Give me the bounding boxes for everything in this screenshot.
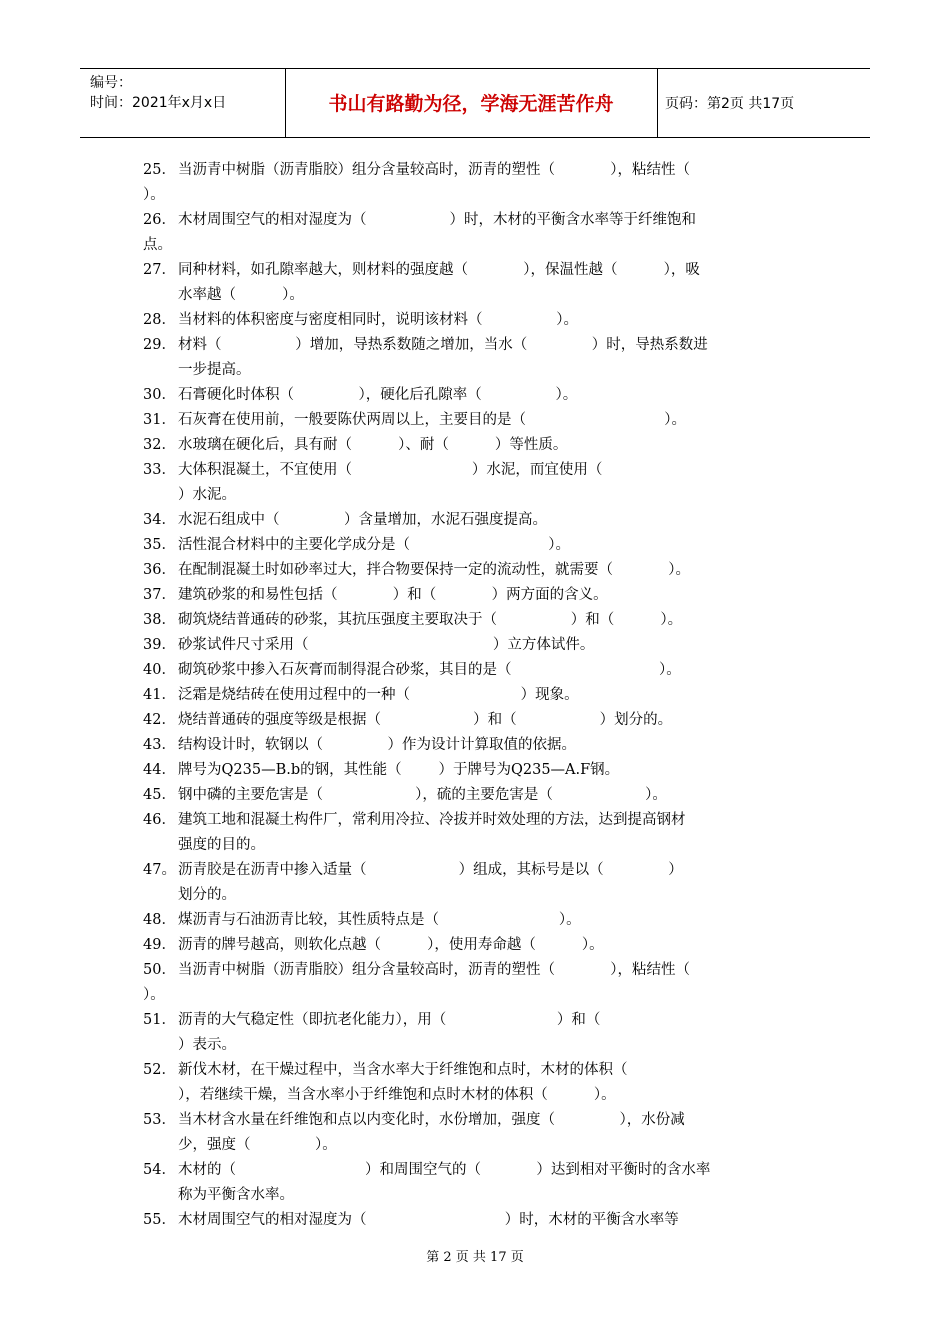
question-number: 49． [143, 937, 176, 953]
question-text: 当沥青中树脂（沥青脂胶）组分含量较高时，沥青的塑性（ ），粘结性（ [178, 162, 691, 178]
question-number: 35． [143, 537, 176, 553]
question-line [143, 333, 783, 358]
question-line [143, 808, 783, 833]
question-number: 45． [143, 787, 176, 803]
question-item [143, 383, 783, 408]
question-line [143, 708, 783, 733]
question-line [143, 958, 783, 983]
question-number: 52． [143, 1062, 176, 1078]
question-number: 48． [143, 912, 176, 928]
question-item [143, 783, 783, 808]
question-text: 石膏硬化时体积（ ），硬化后孔隙率（ ）。 [178, 387, 578, 403]
question-continuation: 点。 [143, 237, 172, 253]
question-line [143, 733, 783, 758]
question-text: 新伐木材，在干燥过程中，当含水率大于纤维饱和点时，木材的体积（ [178, 1062, 628, 1078]
question-number: 31． [143, 412, 176, 428]
question-line [143, 758, 783, 783]
question-line [143, 383, 783, 408]
question-line [143, 408, 783, 433]
question-item [143, 658, 783, 683]
question-text: 烧结普通砖的强度等级是根据（ ）和（ ）划分的。 [178, 712, 673, 728]
question-item [143, 683, 783, 708]
question-continuation: 水率越（ ）。 [178, 287, 304, 303]
question-continuation: 划分的。 [178, 887, 236, 903]
question-item [143, 308, 783, 333]
header-motto: 书山有路勤为径，学海无涯苦作舟 [328, 93, 614, 115]
question-text: 砌筑烧结普通砖的砂浆，其抗压强度主要取决于（ ）和（ ）。 [178, 612, 683, 628]
question-text: 煤沥青与石油沥青比较，其性质特点是（ ）。 [178, 912, 581, 928]
question-text: 牌号为Q235—B.b的钢，其性能（ ）于牌号为Q235—A.F钢。 [178, 762, 620, 778]
question-line [143, 1108, 783, 1133]
page-footer: 第 2 页 共 17 页 [426, 1250, 524, 1265]
question-line [143, 583, 783, 608]
question-item [143, 1058, 783, 1108]
question-number: 42． [143, 712, 176, 728]
question-item [143, 633, 783, 658]
question-text: 木材的（ ）和周围空气的（ ）达到相对平衡时的含水率 [178, 1162, 711, 1178]
question-item [143, 808, 783, 858]
question-line [143, 858, 783, 883]
question-text: 钢中磷的主要危害是（ ），硫的主要危害是（ ）。 [178, 787, 667, 803]
question-number: 47。 [143, 862, 176, 878]
question-number: 41． [143, 687, 176, 703]
question-item [143, 908, 783, 933]
question-number: 26． [143, 212, 176, 228]
question-text: 木材周围空气的相对湿度为（ ）时，木材的平衡含水率等 [178, 1212, 679, 1228]
question-line [143, 683, 783, 708]
question-item [143, 1158, 783, 1208]
question-line [143, 258, 783, 283]
question-text: 在配制混凝土时如砂率过大，拌合物要保持一定的流动性，就需要（ ）。 [178, 562, 691, 578]
question-line [143, 658, 783, 683]
question-text: 同种材料，如孔隙率越大，则材料的强度越（ ），保温性越（ ），吸 [178, 262, 700, 278]
question-line [143, 908, 783, 933]
question-text: 活性混合材料中的主要化学成分是（ ）。 [178, 537, 571, 553]
question-item [143, 333, 783, 383]
question-continuation: 强度的目的。 [178, 837, 265, 853]
question-list [143, 158, 783, 1233]
question-text: 石灰膏在使用前，一般要陈伏两周以上，主要目的是（ ）。 [178, 412, 687, 428]
header-page-info: 页码：第2页 共17页 [665, 96, 795, 112]
question-number: 55． [143, 1212, 176, 1228]
question-item [143, 533, 783, 558]
question-number: 39． [143, 637, 176, 653]
question-text: 建筑砂浆的和易性包括（ ）和（ ）两方面的含义。 [178, 587, 608, 603]
question-item [143, 1108, 783, 1158]
question-number: 44． [143, 762, 176, 778]
question-line [143, 158, 783, 183]
question-text: 沥青胶是在沥青中掺入适量（ ）组成，其标号是以（ ） [178, 862, 683, 878]
question-number: 43． [143, 737, 176, 753]
question-continuation: ）水泥。 [178, 487, 236, 503]
question-text: 木材周围空气的相对湿度为（ ）时，木材的平衡含水率等于纤维饱和 [178, 212, 696, 228]
question-item [143, 558, 783, 583]
question-line [143, 783, 783, 808]
question-text: 结构设计时，软钢以（ ）作为设计计算取值的依据。 [178, 737, 577, 753]
question-item [143, 958, 783, 1008]
question-item [143, 408, 783, 433]
question-text: 砌筑砂浆中掺入石灰膏而制得混合砂浆，其目的是（ ）。 [178, 662, 681, 678]
question-item [143, 1208, 783, 1233]
question-number: 50． [143, 962, 176, 978]
question-number: 51． [143, 1012, 176, 1028]
question-line [143, 1058, 783, 1083]
question-continuation: 称为平衡含水率。 [178, 1187, 294, 1203]
question-item [143, 758, 783, 783]
question-number: 54． [143, 1162, 176, 1178]
question-number: 37． [143, 587, 176, 603]
question-number: 29． [143, 337, 176, 353]
question-text: 沥青的大气稳定性（即抗老化能力），用（ ）和（ [178, 1012, 601, 1028]
header-divider [657, 69, 658, 137]
header-meta [90, 73, 226, 113]
question-number: 32． [143, 437, 176, 453]
question-item [143, 608, 783, 633]
question-line [143, 433, 783, 458]
question-line [143, 533, 783, 558]
question-line [143, 608, 783, 633]
question-text: 大体积混凝土，不宜使用（ ）水泥，而宜使用（ [178, 462, 603, 478]
question-text: 水泥石组成中（ ）含量增加，水泥石强度提高。 [178, 512, 548, 528]
question-text: 当材料的体积密度与密度相同时，说明该材料（ ）。 [178, 312, 578, 328]
question-number: 53． [143, 1112, 176, 1128]
question-line [143, 933, 783, 958]
document-number-label: 编号： [90, 75, 132, 91]
question-number: 46． [143, 812, 176, 828]
question-line [143, 1208, 783, 1233]
question-text: 水玻璃在硬化后，具有耐（ ）、耐（ ）等性质。 [178, 437, 568, 453]
question-item [143, 858, 783, 908]
question-item [143, 258, 783, 308]
question-continuation: 一步提高。 [178, 362, 251, 378]
question-text: 沥青的牌号越高，则软化点越（ ），使用寿命越（ ）。 [178, 937, 604, 953]
question-continuation: 少，强度（ ）。 [178, 1137, 337, 1153]
question-line [143, 558, 783, 583]
question-number: 28． [143, 312, 176, 328]
question-line [143, 508, 783, 533]
question-text: 泛霜是烧结砖在使用过程中的一种（ ）现象。 [178, 687, 579, 703]
question-number: 27． [143, 262, 176, 278]
question-line [143, 458, 783, 483]
question-line [143, 1158, 783, 1183]
question-continuation: ），若继续干燥，当含水率小于纤维饱和点时木材的体积（ ）。 [178, 1087, 616, 1103]
question-number: 25． [143, 162, 176, 178]
question-text: 砂浆试件尺寸采用（ ）立方体试件。 [178, 637, 595, 653]
question-number: 33． [143, 462, 176, 478]
question-item [143, 158, 783, 208]
question-continuation: ）。 [143, 187, 165, 203]
question-text: 当沥青中树脂（沥青脂胶）组分含量较高时，沥青的塑性（ ），粘结性（ [178, 962, 691, 978]
question-item [143, 1008, 783, 1058]
question-item [143, 933, 783, 958]
question-item [143, 508, 783, 533]
question-item [143, 708, 783, 733]
question-line [143, 208, 783, 233]
question-item [143, 208, 783, 258]
question-item [143, 433, 783, 458]
question-item [143, 583, 783, 608]
document-time: 时间：2021年x月x日 [90, 95, 227, 111]
question-line [143, 308, 783, 333]
question-item [143, 733, 783, 758]
question-number: 36． [143, 562, 176, 578]
question-line [143, 1008, 783, 1033]
question-text: 材料（ ）增加，导热系数随之增加，当水（ ）时，导热系数进 [178, 337, 708, 353]
question-number: 34． [143, 512, 176, 528]
question-continuation: ）表示。 [178, 1037, 236, 1053]
page-header [80, 68, 870, 138]
question-number: 40． [143, 662, 176, 678]
question-text: 当木材含水量在纤维饱和点以内变化时，水份增加，强度（ ），水份减 [178, 1112, 685, 1128]
question-line [143, 633, 783, 658]
question-text: 建筑工地和混凝土构件厂，常利用冷拉、冷拔并时效处理的方法，达到提高钢材 [178, 812, 686, 828]
question-continuation: ）。 [143, 987, 165, 1003]
question-number: 38． [143, 612, 176, 628]
question-item [143, 458, 783, 508]
question-number: 30． [143, 387, 176, 403]
